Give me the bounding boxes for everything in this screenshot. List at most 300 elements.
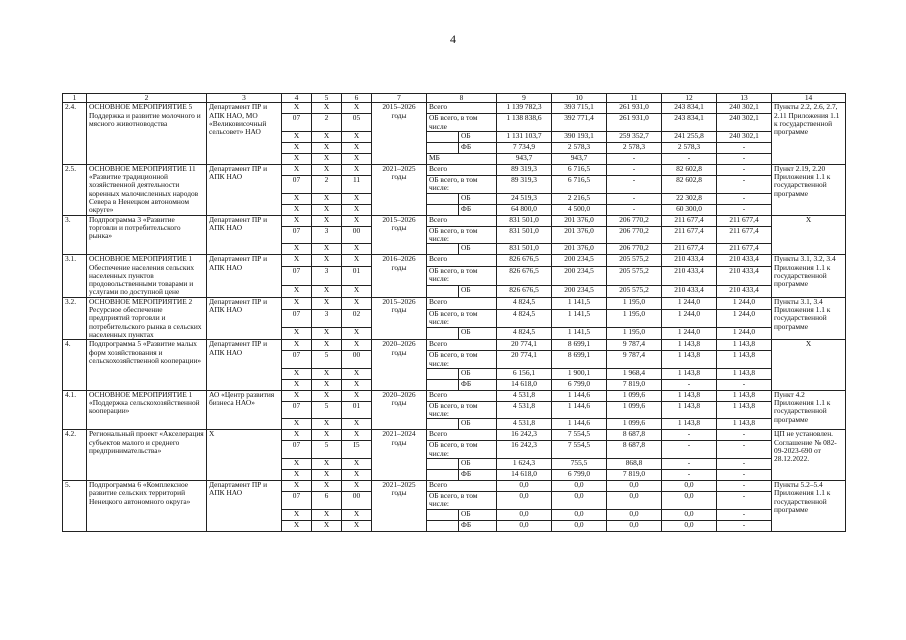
code-cell: Х <box>312 131 342 142</box>
amount-cell: 1 244,0 <box>662 328 717 340</box>
amount-cell: - <box>607 164 662 175</box>
amount-cell: 943,7 <box>552 153 607 164</box>
amount-cell: 4 824,5 <box>497 328 552 340</box>
amount-cell: 201 376,0 <box>552 226 607 244</box>
table-row <box>63 103 846 114</box>
amount-cell: 0,0 <box>552 509 607 520</box>
amount-cell: 0,0 <box>552 481 607 492</box>
code-cell: Х <box>282 470 312 481</box>
code-cell: 01 <box>342 401 372 419</box>
header-cell: 11 <box>607 94 662 103</box>
amount-cell: - <box>717 459 772 470</box>
code-cell: 5 <box>312 441 342 459</box>
code-cell: Х <box>282 204 312 215</box>
amount-cell: - <box>717 379 772 390</box>
code-cell: Х <box>312 459 342 470</box>
amount-cell: 2 578,3 <box>607 142 662 153</box>
activity-name-cell: Региональный проект «Акселерация субъектов малого и среднего предпринимательства» <box>87 430 207 481</box>
amount-cell: 392 771,4 <box>552 114 607 132</box>
amount-cell: 206 770,2 <box>607 244 662 255</box>
amount-cell: 200 234,5 <box>552 267 607 286</box>
source-cell: Всего <box>427 430 497 441</box>
amount-cell: 0,0 <box>497 520 552 531</box>
code-cell: Х <box>342 103 372 114</box>
term-cell: 2015–2026 годы <box>372 297 427 339</box>
amount-cell: - <box>717 509 772 520</box>
executor-cell: Департамент ПР и АПК НАО, МО «Великовисочный сельсовет» НАО <box>207 103 282 165</box>
amount-cell: 393 715,1 <box>552 103 607 114</box>
amount-cell: 210 433,4 <box>717 255 772 267</box>
amount-cell: - <box>717 193 772 204</box>
amount-cell: - <box>662 441 717 459</box>
source-cell: Всего <box>427 164 497 175</box>
amount-cell: 831 501,0 <box>497 226 552 244</box>
code-cell: Х <box>342 520 372 531</box>
amount-cell: 6 799,0 <box>552 470 607 481</box>
amount-cell: 0,0 <box>497 492 552 510</box>
amount-cell: 0,0 <box>497 481 552 492</box>
code-cell: Х <box>312 164 342 175</box>
executor-cell: АО «Центр развития бизнеса НАО» <box>207 390 282 430</box>
activity-name-cell: Подпрограмма 6 «Комплексное развитие сельских территорий Ненецкого автономного округа» <box>87 481 207 532</box>
amount-cell: 243 834,1 <box>662 103 717 114</box>
amount-cell: 0,0 <box>607 520 662 531</box>
activity-name-cell: ОСНОВНОЕ МЕРОПРИЯТИЕ 1 «Поддержка сельскохозяйственной кооперации» <box>87 390 207 430</box>
amount-cell: 14 618,0 <box>497 470 552 481</box>
note-cell: Пункт 2.19, 2.20 Приложения 1.1 к государственной программе <box>772 164 846 215</box>
amount-cell: 89 319,3 <box>497 164 552 175</box>
header-cell: 14 <box>772 94 846 103</box>
amount-cell: 211 677,4 <box>717 226 772 244</box>
amount-cell: 20 774,1 <box>497 351 552 369</box>
code-cell: Х <box>342 131 372 142</box>
code-cell: 07 <box>282 267 312 286</box>
code-cell: Х <box>312 142 342 153</box>
amount-cell: - <box>662 459 717 470</box>
amount-cell: 1 195,0 <box>607 297 662 309</box>
code-cell: 3 <box>312 226 342 244</box>
amount-cell: 240 302,1 <box>717 103 772 114</box>
row-number-cell: 3.1. <box>63 255 87 297</box>
row-number-cell: 5. <box>63 481 87 532</box>
amount-cell: 201 376,0 <box>552 215 607 226</box>
executor-cell: Департамент ПР и АПК НАО <box>207 215 282 255</box>
page-number: 4 <box>450 32 456 46</box>
amount-cell: 1 195,0 <box>607 328 662 340</box>
amount-cell: 1 244,0 <box>662 309 717 328</box>
note-cell: Пункт 4.2 Приложения 1.1 к государственной программе <box>772 390 846 430</box>
amount-cell: 1 624,3 <box>497 459 552 470</box>
amount-cell: 16 242,3 <box>497 441 552 459</box>
source-cell: ОБ <box>459 244 497 255</box>
code-cell: 3 <box>312 309 342 328</box>
code-cell: Х <box>312 419 342 430</box>
amount-cell: 1 143,8 <box>662 390 717 401</box>
code-cell: Х <box>342 390 372 401</box>
amount-cell: 82 602,8 <box>662 175 717 193</box>
amount-cell: 9 787,4 <box>607 340 662 351</box>
amount-cell: 826 676,5 <box>497 255 552 267</box>
source-cell: ОБ всего, в том числе: <box>427 309 497 328</box>
code-cell: 07 <box>282 226 312 244</box>
amount-cell: 1 968,4 <box>607 368 662 379</box>
header-cell: 5 <box>312 94 342 103</box>
amount-cell: 205 575,2 <box>607 267 662 286</box>
amount-cell: 1 141,5 <box>552 309 607 328</box>
amount-cell: 0,0 <box>552 520 607 531</box>
amount-cell: 205 575,2 <box>607 285 662 297</box>
code-cell: 5 <box>312 351 342 369</box>
code-cell: Х <box>282 153 312 164</box>
source-cell: ОБ <box>459 459 497 470</box>
amount-cell: 259 352,7 <box>607 131 662 142</box>
amount-cell: 1 141,5 <box>552 328 607 340</box>
amount-cell: - <box>717 441 772 459</box>
amount-cell: 200 234,5 <box>552 255 607 267</box>
table-row <box>63 215 846 226</box>
table-row <box>63 390 846 401</box>
amount-cell: 241 255,8 <box>662 131 717 142</box>
amount-cell: 0,0 <box>497 509 552 520</box>
table-row <box>63 255 846 267</box>
amount-cell: - <box>662 430 717 441</box>
amount-cell: 0,0 <box>607 481 662 492</box>
code-cell: Х <box>282 481 312 492</box>
header-cell: 10 <box>552 94 607 103</box>
budget-table <box>62 93 846 532</box>
amount-cell: 210 433,4 <box>717 285 772 297</box>
source-cell: Всего <box>427 103 497 114</box>
amount-cell: 210 433,4 <box>717 267 772 286</box>
amount-cell: - <box>607 153 662 164</box>
code-cell: 11 <box>342 175 372 193</box>
code-cell: 00 <box>342 492 372 510</box>
code-cell: 2 <box>312 175 342 193</box>
row-number-cell: 3.2. <box>63 297 87 339</box>
amount-cell: 8 687,8 <box>607 430 662 441</box>
amount-cell: 7 734,9 <box>497 142 552 153</box>
header-cell: 13 <box>717 94 772 103</box>
code-cell: 07 <box>282 114 312 132</box>
source-cell: ОБ <box>459 193 497 204</box>
code-cell: Х <box>312 379 342 390</box>
amount-cell: - <box>662 470 717 481</box>
code-cell: 2 <box>312 114 342 132</box>
amount-cell: - <box>717 492 772 510</box>
amount-cell: 16 242,3 <box>497 430 552 441</box>
amount-cell: 7 554,5 <box>552 441 607 459</box>
code-cell: Х <box>282 328 312 340</box>
amount-cell: 210 433,4 <box>662 267 717 286</box>
amount-cell: 831 501,0 <box>497 244 552 255</box>
table-row <box>63 481 846 492</box>
source-cell: Всего <box>427 255 497 267</box>
amount-cell: 1 131 103,7 <box>497 131 552 142</box>
source-cell: ОБ <box>459 285 497 297</box>
amount-cell: 20 774,1 <box>497 340 552 351</box>
source-cell: ОБ всего, в том числе: <box>427 175 497 193</box>
amount-cell: - <box>717 142 772 153</box>
row-number-cell: 4.2. <box>63 430 87 481</box>
code-cell: Х <box>312 470 342 481</box>
source-indent-cell <box>427 244 459 255</box>
amount-cell: 24 519,3 <box>497 193 552 204</box>
code-cell: Х <box>342 204 372 215</box>
code-cell: Х <box>312 103 342 114</box>
source-indent-cell <box>427 368 459 379</box>
code-cell: Х <box>342 328 372 340</box>
note-cell: ЦП не установлен. Соглашение № 082-09-2023-690 от 28.12.2022. <box>772 430 846 481</box>
amount-cell: 1 144,6 <box>552 419 607 430</box>
amount-cell: 22 302,8 <box>662 193 717 204</box>
amount-cell: 200 234,5 <box>552 285 607 297</box>
source-indent-cell <box>427 379 459 390</box>
row-number-cell: 4. <box>63 340 87 391</box>
amount-cell: 4 531,8 <box>497 419 552 430</box>
amount-cell: 1 143,8 <box>717 351 772 369</box>
amount-cell: 4 824,5 <box>497 309 552 328</box>
code-cell: 07 <box>282 441 312 459</box>
code-cell: Х <box>342 215 372 226</box>
amount-cell: 4 531,8 <box>497 390 552 401</box>
code-cell: Х <box>342 297 372 309</box>
table-row <box>63 430 846 441</box>
amount-cell: 8 699,1 <box>552 351 607 369</box>
code-cell: Х <box>342 481 372 492</box>
table-row <box>63 340 846 351</box>
amount-cell: 205 575,2 <box>607 255 662 267</box>
amount-cell: 210 433,4 <box>662 285 717 297</box>
code-cell: Х <box>282 520 312 531</box>
source-cell: Всего <box>427 340 497 351</box>
amount-cell: 261 931,0 <box>607 114 662 132</box>
amount-cell: 1 099,6 <box>607 390 662 401</box>
amount-cell: 8 687,8 <box>607 441 662 459</box>
source-cell: ФБ <box>459 470 497 481</box>
source-cell: ФБ <box>459 204 497 215</box>
header-cell: 8 <box>427 94 497 103</box>
activity-name-cell: Подпрограмма 3 «Развитие торговли и потребительского рынка» <box>87 215 207 255</box>
activity-name-cell: ОСНОВНОЕ МЕРОПРИЯТИЕ 2 Ресурсное обеспечение предприятий торговли и потребительского рынка в сельских населенных пунктах <box>87 297 207 339</box>
source-cell: Всего <box>427 297 497 309</box>
code-cell: Х <box>282 430 312 441</box>
amount-cell: - <box>717 430 772 441</box>
source-cell: Всего <box>427 390 497 401</box>
code-cell: Х <box>342 255 372 267</box>
amount-cell: 1 099,6 <box>607 401 662 419</box>
amount-cell: - <box>717 175 772 193</box>
note-cell: Пункты 2.2, 2.6, 2.7, 2.11 Приложения 1.1 к государственной программе <box>772 103 846 165</box>
amount-cell: 240 302,1 <box>717 131 772 142</box>
source-cell: ОБ <box>459 419 497 430</box>
table-row <box>63 164 846 175</box>
code-cell: 02 <box>342 309 372 328</box>
amount-cell: 868,8 <box>607 459 662 470</box>
note-cell: Пункты 3.1, 3.4 Приложения 1.1 к государственной программе <box>772 297 846 339</box>
term-cell: 2021–2025 годы <box>372 164 427 215</box>
code-cell: Х <box>312 244 342 255</box>
code-cell: Х <box>342 244 372 255</box>
amount-cell: 0,0 <box>662 481 717 492</box>
source-cell: Всего <box>427 215 497 226</box>
amount-cell: 1 900,1 <box>552 368 607 379</box>
code-cell: Х <box>342 340 372 351</box>
amount-cell: 82 602,8 <box>662 164 717 175</box>
amount-cell: 8 699,1 <box>552 340 607 351</box>
amount-cell: 261 931,0 <box>607 103 662 114</box>
source-indent-cell <box>427 285 459 297</box>
header-row <box>63 94 846 103</box>
header-cell: 4 <box>282 94 312 103</box>
amount-cell: 211 677,4 <box>717 244 772 255</box>
amount-cell: 2 216,5 <box>552 193 607 204</box>
amount-cell: 1 244,0 <box>717 328 772 340</box>
source-indent-cell <box>427 520 459 531</box>
code-cell: Х <box>342 193 372 204</box>
row-number-cell: 4.1. <box>63 390 87 430</box>
executor-cell: Департамент ПР и АПК НАО <box>207 340 282 391</box>
source-cell: ОБ всего, в том числе: <box>427 226 497 244</box>
code-cell: Х <box>342 285 372 297</box>
amount-cell: 4 824,5 <box>497 297 552 309</box>
term-cell: 2015–2026 годы <box>372 103 427 165</box>
code-cell: 07 <box>282 175 312 193</box>
note-cell: Пункты 5.2–5.4 Приложения 1.1 к государственной программе <box>772 481 846 532</box>
amount-cell: 2 578,3 <box>662 142 717 153</box>
code-cell: Х <box>282 509 312 520</box>
amount-cell: 206 770,2 <box>607 215 662 226</box>
code-cell: Х <box>282 419 312 430</box>
header-cell: 9 <box>497 94 552 103</box>
source-indent-cell <box>427 131 459 142</box>
source-indent-cell <box>427 470 459 481</box>
code-cell: 5 <box>312 401 342 419</box>
amount-cell: 6 156,1 <box>497 368 552 379</box>
code-cell: Х <box>342 419 372 430</box>
code-cell: Х <box>312 520 342 531</box>
code-cell: Х <box>312 481 342 492</box>
amount-cell: 831 501,0 <box>497 215 552 226</box>
row-number-cell: 3. <box>63 215 87 255</box>
amount-cell: 211 677,4 <box>662 215 717 226</box>
header-cell: 2 <box>87 94 207 103</box>
activity-name-cell: Подпрограмма 5 «Развитие малых форм хозяйствования и сельскохозяйственной кооперации» <box>87 340 207 391</box>
amount-cell: 211 677,4 <box>662 226 717 244</box>
amount-cell: 943,7 <box>497 153 552 164</box>
amount-cell: 201 376,0 <box>552 244 607 255</box>
code-cell: Х <box>282 390 312 401</box>
executor-cell: Департамент ПР и АПК НАО <box>207 164 282 215</box>
amount-cell: 1 143,8 <box>717 368 772 379</box>
source-indent-cell <box>427 193 459 204</box>
source-indent-cell <box>427 142 459 153</box>
amount-cell: 755,5 <box>552 459 607 470</box>
amount-cell: 206 770,2 <box>607 226 662 244</box>
amount-cell: - <box>717 520 772 531</box>
source-cell: ОБ <box>459 509 497 520</box>
amount-cell: 1 143,8 <box>717 340 772 351</box>
amount-cell: 211 677,4 <box>717 215 772 226</box>
term-cell: 2020–2026 годы <box>372 340 427 391</box>
code-cell: Х <box>312 297 342 309</box>
code-cell: Х <box>342 379 372 390</box>
source-cell: ОБ всего, в том числе <box>427 114 497 132</box>
source-cell: ОБ всего, в том числе: <box>427 351 497 369</box>
code-cell: Х <box>282 193 312 204</box>
amount-cell: 210 433,4 <box>662 255 717 267</box>
source-indent-cell <box>427 328 459 340</box>
amount-cell: 6 716,5 <box>552 164 607 175</box>
code-cell: 6 <box>312 492 342 510</box>
amount-cell: 1 143,8 <box>662 368 717 379</box>
amount-cell: 1 138 838,6 <box>497 114 552 132</box>
executor-cell: Департамент ПР и АПК НАО <box>207 255 282 297</box>
amount-cell: 1 143,8 <box>717 401 772 419</box>
code-cell: Х <box>282 103 312 114</box>
amount-cell: - <box>607 204 662 215</box>
code-cell: Х <box>312 153 342 164</box>
code-cell: 3 <box>312 267 342 286</box>
amount-cell: 0,0 <box>662 520 717 531</box>
term-cell: 2016–2026 годы <box>372 255 427 297</box>
term-cell: 2020–2026 годы <box>372 390 427 430</box>
code-cell: Х <box>282 459 312 470</box>
amount-cell: 211 677,4 <box>662 244 717 255</box>
amount-cell: 243 834,1 <box>662 114 717 132</box>
code-cell: 07 <box>282 351 312 369</box>
amount-cell: 826 676,5 <box>497 285 552 297</box>
code-cell: Х <box>282 297 312 309</box>
amount-cell: - <box>717 153 772 164</box>
source-cell: МБ <box>427 153 497 164</box>
code-cell: Х <box>312 368 342 379</box>
amount-cell: 89 319,3 <box>497 175 552 193</box>
code-cell: Х <box>342 368 372 379</box>
code-cell: Х <box>282 285 312 297</box>
code-cell: Х <box>342 153 372 164</box>
header-cell: 1 <box>63 94 87 103</box>
amount-cell: - <box>662 379 717 390</box>
amount-cell: 2 578,3 <box>552 142 607 153</box>
amount-cell: 390 193,1 <box>552 131 607 142</box>
code-cell: Х <box>282 164 312 175</box>
amount-cell: 7 554,5 <box>552 430 607 441</box>
code-cell: Х <box>312 390 342 401</box>
term-cell: 2015–2026 годы <box>372 215 427 255</box>
amount-cell: 0,0 <box>662 509 717 520</box>
amount-cell: 7 819,0 <box>607 379 662 390</box>
amount-cell: - <box>607 175 662 193</box>
source-cell: ОБ всего, в том числе: <box>427 492 497 510</box>
amount-cell: 0,0 <box>607 492 662 510</box>
amount-cell: 6 799,0 <box>552 379 607 390</box>
source-cell: Всего <box>427 481 497 492</box>
amount-cell: 6 716,5 <box>552 175 607 193</box>
amount-cell: 0,0 <box>552 492 607 510</box>
row-number-cell: 2.4. <box>63 103 87 165</box>
code-cell: 00 <box>342 351 372 369</box>
source-cell: ФБ <box>459 142 497 153</box>
amount-cell: 4 500,0 <box>552 204 607 215</box>
amount-cell: 1 143,8 <box>662 351 717 369</box>
code-cell: 07 <box>282 401 312 419</box>
source-cell: ФБ <box>459 379 497 390</box>
amount-cell: 826 676,5 <box>497 267 552 286</box>
amount-cell: 1 195,0 <box>607 309 662 328</box>
amount-cell: 240 302,1 <box>717 114 772 132</box>
note-cell: Х <box>772 215 846 255</box>
amount-cell: 1 144,6 <box>552 390 607 401</box>
